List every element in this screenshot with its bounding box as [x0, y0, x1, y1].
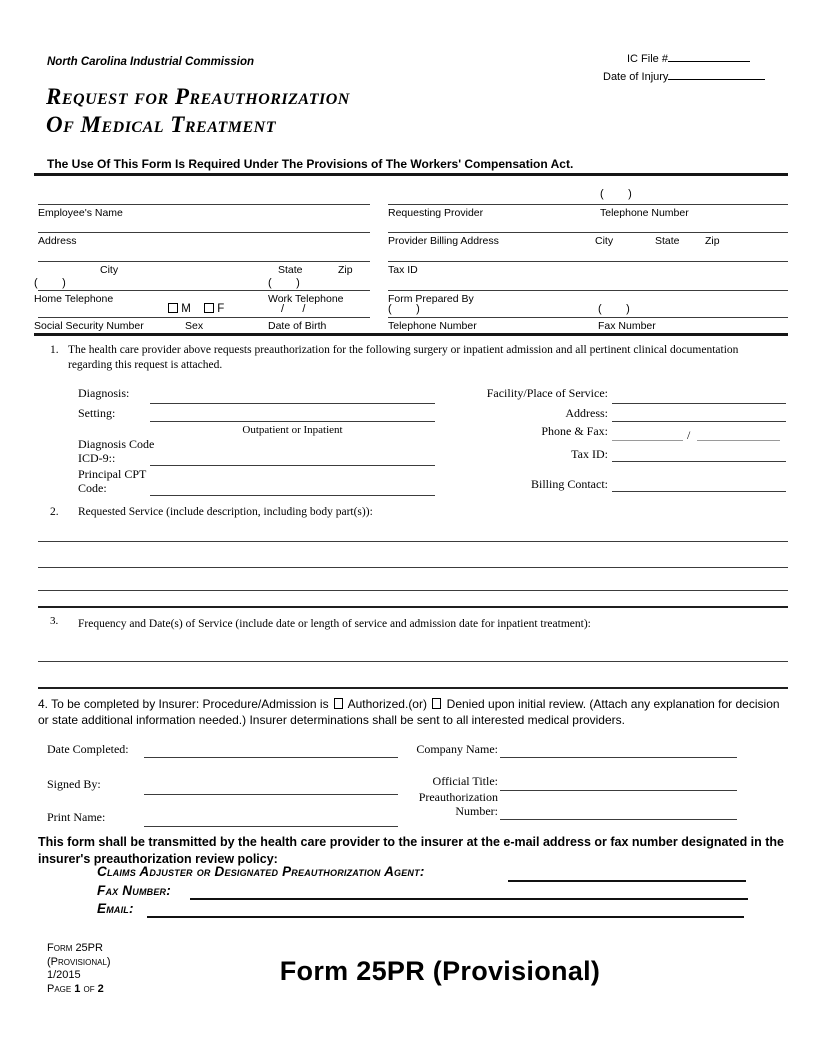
form-prepared-by-line[interactable] — [388, 290, 788, 291]
section3-bottom-rule — [38, 687, 788, 689]
dob-slashes: / / — [281, 303, 306, 315]
form-title-line2: Of Medical Treatment — [46, 112, 276, 137]
cpt-input-line[interactable] — [150, 495, 435, 496]
print-name-input-line[interactable] — [144, 826, 398, 827]
provider-fax-parens: ( ) — [598, 303, 630, 315]
denied-checkbox[interactable] — [432, 698, 441, 709]
transmittal-fax-input-line[interactable] — [190, 898, 748, 900]
section4-rest: Denied upon initial review. (Attach any explanation for decision or state additional information needed.) Insurer determinations shall be sent to all interested medical providers. — [38, 697, 780, 727]
section2-number: 2. — [50, 506, 59, 518]
ic-file-group — [627, 50, 750, 65]
icd-input-line[interactable] — [150, 465, 435, 466]
ic-file-label: IC File # — [627, 53, 668, 65]
ssn-sex-dob-line[interactable] — [38, 317, 370, 318]
icd-label-line2: ICD-9:: — [78, 451, 116, 465]
grid-bottom-rule — [34, 333, 788, 336]
requested-service-line-2[interactable] — [38, 567, 788, 568]
preauth-label-line1: Preauthorization — [418, 790, 498, 804]
setting-input-line[interactable] — [150, 421, 435, 422]
work-phone-parens: ( ) — [268, 277, 300, 289]
employee-name-label: Employee's Name — [38, 207, 123, 219]
employee-phones-line[interactable] — [38, 290, 370, 291]
section2-title: Requested Service (include description, including body part(s)): — [78, 506, 373, 518]
employee-zip-label: Zip — [338, 264, 353, 276]
home-phone-parens: ( ) — [34, 277, 66, 289]
form-prepared-by-label: Form Prepared By — [388, 293, 474, 305]
provider-fax-label: Fax Number — [598, 320, 656, 332]
facility-tax-id-input-line[interactable] — [612, 461, 786, 462]
date-completed-input-line[interactable] — [144, 757, 398, 758]
cpt-label-line1: Principal CPT — [78, 467, 147, 481]
ic-file-input-line[interactable] — [668, 50, 750, 62]
provider-phone2-parens: ( ) — [388, 303, 420, 315]
requesting-provider-label: Requesting Provider — [388, 207, 484, 219]
phone-input-line[interactable] — [612, 440, 683, 441]
banner-text: The Use Of This Form Is Required Under The Provisions of The Workers' Compensation Act. — [47, 157, 574, 171]
company-name-input-line[interactable] — [500, 757, 737, 758]
phone-fax-label: Phone & Fax: — [541, 424, 608, 438]
authorized-checkbox[interactable] — [334, 698, 343, 709]
claims-adjuster-label: Claims Adjuster or Designated Preauthorization Agent: — [97, 864, 425, 879]
footer-page-number: 1 — [74, 982, 81, 995]
transmittal-fax-label: Fax Number: — [97, 883, 171, 898]
signed-by-input-line[interactable] — [144, 794, 398, 795]
sex-female-checkbox[interactable] — [204, 303, 214, 313]
footer-page-word: Page — [47, 982, 75, 995]
billing-contact-label: Billing Contact: — [531, 477, 608, 491]
ssn-label: Social Security Number — [34, 320, 144, 332]
facility-input-line[interactable] — [612, 403, 786, 404]
print-name-label: Print Name: — [47, 810, 106, 824]
provider-tax-id-line[interactable] — [388, 261, 788, 262]
agency-name: North Carolina Industrial Commission — [47, 56, 255, 68]
fax-input-line[interactable] — [697, 440, 780, 441]
section2-bottom-rule — [38, 606, 788, 608]
facility-label: Facility/Place of Service: — [486, 386, 608, 400]
employee-name-line[interactable] — [38, 204, 370, 205]
billing-contact-input-line[interactable] — [612, 491, 786, 492]
dob-label: Date of Birth — [268, 320, 327, 332]
phone-fax-slash: / — [687, 428, 691, 442]
requested-service-line-3[interactable] — [38, 590, 788, 591]
employee-address-line[interactable] — [38, 232, 370, 233]
section1-number: 1. — [50, 344, 59, 356]
sex-label: Sex — [185, 320, 204, 332]
provider-tax-id-label: Tax ID — [388, 264, 418, 276]
company-name-label: Company Name: — [416, 742, 498, 756]
preauth-label-line2: Number: — [455, 804, 498, 818]
facility-tax-id-label: Tax ID: — [571, 447, 608, 461]
section4-lead: 4. To be completed by Insurer: Procedure/Admission is — [38, 697, 329, 711]
header-rule — [34, 173, 788, 176]
date-of-injury-group — [603, 68, 765, 83]
footer-page-total: 2 — [97, 982, 104, 995]
sex-checkbox-group — [168, 303, 224, 315]
footer-form-line3: 1/2015 — [47, 969, 81, 981]
section4-paragraph — [38, 696, 782, 728]
employee-state-label: State — [278, 264, 303, 276]
provider-phone-parens: ( ) — [600, 188, 632, 200]
diagnosis-label: Diagnosis: — [78, 386, 130, 400]
provider-state-label: State — [655, 235, 680, 247]
setting-hint: Outpatient or Inpatient — [242, 424, 343, 436]
cpt-label-line2: Code: — [78, 481, 107, 495]
facility-address-input-line[interactable] — [612, 421, 786, 422]
signed-by-label: Signed By: — [47, 777, 101, 791]
provider-city-label: City — [595, 235, 614, 247]
facility-address-label: Address: — [565, 406, 608, 420]
provider-phone-label: Telephone Number — [600, 207, 689, 219]
employee-address-label: Address — [38, 235, 77, 247]
form-title-line1: Request for Preauthorization — [46, 84, 350, 109]
employee-city-label: City — [100, 264, 119, 276]
icd-label-line1: Diagnosis Code — [78, 437, 155, 451]
transmittal-email-input-line[interactable] — [147, 916, 744, 918]
setting-label: Setting: — [78, 406, 116, 420]
footer-center-title: Form 25PR (Provisional) — [279, 956, 601, 986]
provider-phone2-label: Telephone Number — [388, 320, 477, 332]
home-phone-label: Home Telephone — [34, 293, 114, 305]
claims-adjuster-input-line[interactable] — [508, 880, 746, 882]
section3-number: 3. — [50, 615, 59, 627]
frequency-line[interactable] — [38, 661, 788, 662]
preauth-number-input-line[interactable] — [500, 819, 737, 820]
footer-form-line1: Form 25PR — [47, 942, 103, 954]
authorized-label: Authorized.(or) — [347, 697, 427, 711]
work-phone-label: Work Telephone — [268, 293, 344, 305]
transmittal-email-label: Email: — [97, 901, 134, 916]
footer-form-line2: (Provisional) — [47, 955, 111, 968]
section1-text: The health care provider above requests preauthorization for the following surgery or inpatient admission and all pertinent clinical documentation regarding this request is attached. — [68, 344, 739, 372]
provider-billing-address-line[interactable] — [388, 232, 788, 233]
sex-female-label: F — [217, 303, 225, 315]
official-title-label: Official Title: — [432, 774, 498, 788]
requested-service-line-1[interactable] — [38, 541, 788, 542]
sex-male-label: M — [181, 303, 191, 315]
employee-city-state-zip-line[interactable] — [38, 261, 370, 262]
section3-title: Frequency and Date(s) of Service (include date or length of service and admission date for inpatient treatment): — [78, 618, 591, 630]
provider-billing-address-label: Provider Billing Address — [388, 235, 499, 247]
official-title-input-line[interactable] — [500, 790, 737, 791]
sex-male-checkbox[interactable] — [168, 303, 178, 313]
footer-of-word: of — [80, 982, 98, 995]
date-of-injury-input-line[interactable] — [668, 68, 765, 80]
date-of-injury-label: Date of Injury — [603, 71, 669, 83]
provider-phone-fax-line[interactable] — [388, 317, 788, 318]
date-completed-label: Date Completed: — [47, 742, 129, 756]
provider-zip-label: Zip — [705, 235, 720, 247]
requesting-provider-line[interactable] — [388, 204, 788, 205]
transmittal-text: This form shall be transmitted by the health care provider to the insurer at the e-mail address or fax number designated in the insurer's preauthorization review policy: — [38, 835, 785, 866]
diagnosis-input-line[interactable] — [150, 403, 435, 404]
